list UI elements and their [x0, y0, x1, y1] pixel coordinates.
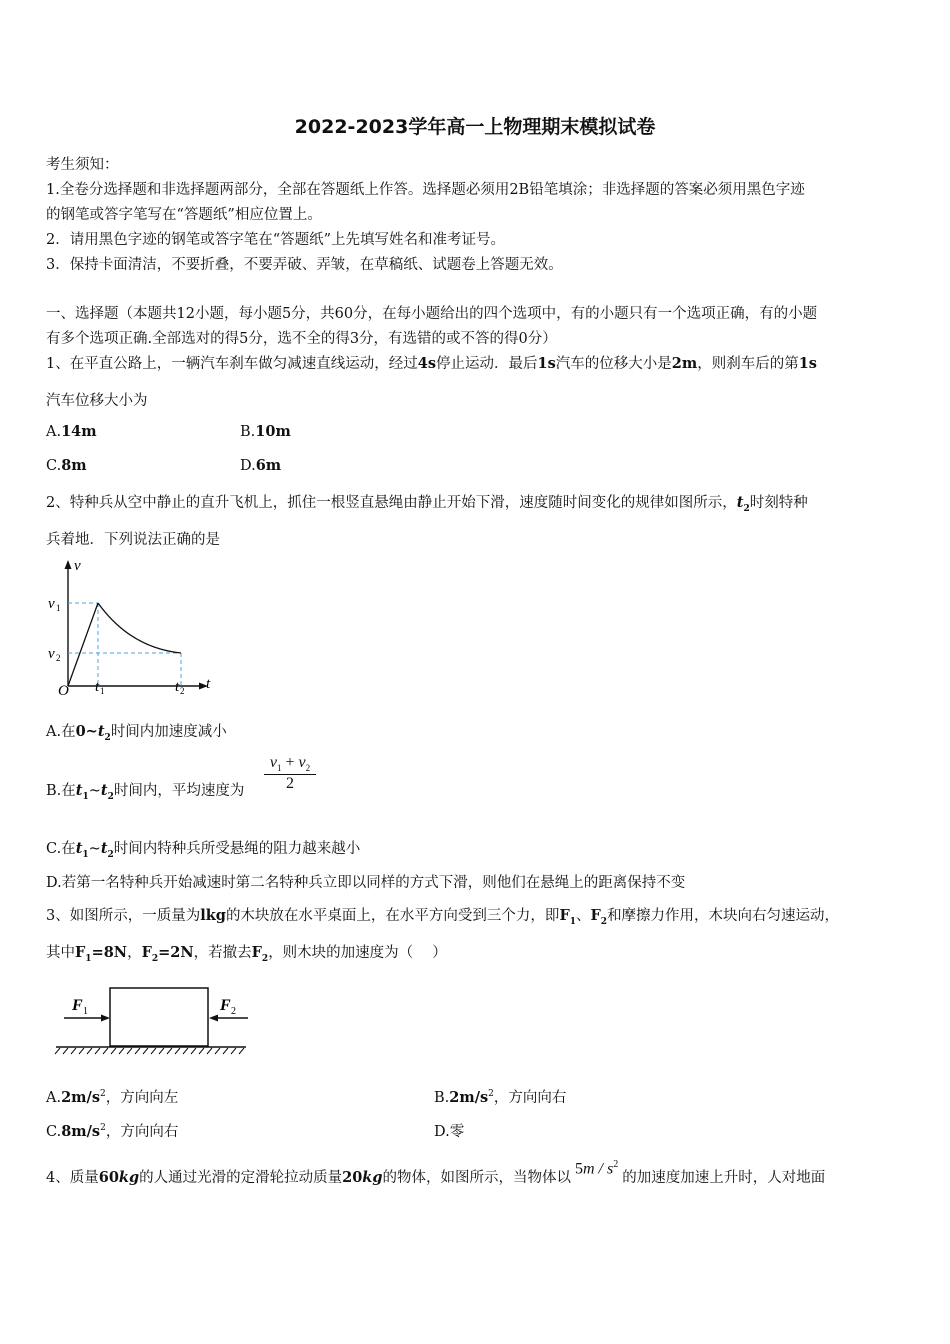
f1-arrowhead	[101, 1015, 110, 1022]
accelerating-segment	[68, 603, 98, 686]
q2-stem-b: 兵着地．下列说法正确的是	[46, 532, 220, 548]
f1-label-sub: 1	[83, 1006, 88, 1017]
page-title: 2022-2023学年高一上物理期末模拟试卷	[294, 116, 656, 138]
q1-stem-a: 1、在平直公路上，一辆汽车刹车做匀减速直线运动，经过4s停止运动．最后1s汽车的位移大小是2m，则刹车后的第1s	[46, 355, 817, 372]
fraction-denominator: 2	[286, 775, 294, 793]
v2-label-sub: 2	[56, 653, 61, 663]
notice-item-1b: 的钢笔或答字笔写在“答题纸”相应位置上。	[46, 207, 322, 223]
q2-stem-a: 2、特种兵从空中静止的直升飞机上，抓住一根竖直悬绳由静止开始下滑，速度随时间变化的规律如图所示，$t_2$时刻特种	[46, 494, 808, 514]
q1-option-c: C.8m	[46, 457, 87, 474]
q3-option-d: D.零	[434, 1124, 465, 1140]
q2-option-c: C.在$t_1\sim t_2$时间内特种兵所受悬绳的阻力越来越小	[46, 840, 361, 860]
q2-option-b: B.在$t_1\sim t_2$时间内，平均速度为	[46, 782, 245, 802]
notice-item-1a: 1.全卷分选择题和非选择题两部分，全部在答题纸上作答。选择题必须用2B铅笔填涂；非选择题的答案必须用黑色字迹	[46, 182, 805, 198]
section-1-intro-a: 一、选择题（本题共12小题，每小题5分，共60分，在每小题给出的四个选项中，有的小题只有一个选项正确，有的小题	[46, 306, 818, 322]
q3-option-c: $C.8m/s^2$，方向向右	[46, 1123, 179, 1140]
t1-label: t	[95, 679, 100, 695]
f2-label-sub: 2	[231, 1006, 236, 1017]
notice-header: 考生须知：	[46, 157, 119, 173]
t-axis-label: t	[206, 676, 211, 692]
q1-option-d: D.6m	[240, 457, 282, 474]
notice-item-2: 2．请用黑色字迹的钢笔或答字笔在“答题纸”上先填写姓名和准考证号。	[46, 232, 506, 248]
q1-stem-b: 汽车位移大小为	[46, 393, 148, 409]
velocity-time-graph	[44, 556, 224, 701]
q3-stem-a: 3、如图所示，一质量为lkg的木块放在水平桌面上，在水平方向受到三个力，即$F_1$、$F_2$和摩擦力作用，木块向右匀速运动，	[46, 907, 840, 927]
q3-option-b: $B.2m/s^2$，方向向右	[434, 1089, 567, 1106]
t2-label-sub: 2	[180, 686, 185, 696]
block-forces-figure	[50, 980, 255, 1060]
t2-label: t	[175, 679, 180, 695]
mean-velocity-fraction	[264, 754, 316, 793]
table-hatching	[55, 1048, 244, 1054]
notice-item-3: 3．保持卡面清洁，不要折叠，不要弄破、弄皱，在草稿纸、试题卷上答题无效。	[46, 257, 563, 273]
fraction-numerator: $v_1 + v_2$	[269, 754, 311, 774]
q2-option-a: A.在$0\sim t_2$时间内加速度减小	[46, 723, 227, 743]
v1-label: v	[48, 596, 55, 612]
q1-option-a: A.14m	[46, 423, 97, 440]
f2-arrowhead	[209, 1015, 218, 1022]
q3-option-a: $A.2m/s^2$，方向向左	[46, 1089, 179, 1106]
q3-stem-b: 其中$F_1=8N$，$F_2=2N$，若撤去$F_2$，则木块的加速度为（ ）	[46, 944, 447, 964]
q1-option-b: B.10m	[240, 423, 291, 440]
f2-label: F	[220, 997, 231, 1014]
wooden-block	[110, 988, 208, 1046]
q4-stem: 4、质量60kg的人通过光滑的定滑轮拉动质量20kg的物体，如图所示，当物体以$5m / s^2$的加速度加速上升时，人对地面	[46, 1158, 826, 1186]
t1-label-sub: 1	[100, 686, 105, 696]
decelerating-curve	[98, 603, 181, 653]
f1-label: F	[72, 997, 83, 1014]
v-axis-arrow	[65, 560, 72, 569]
acceleration-value: $5m / s^2$	[574, 1158, 619, 1177]
v1-label-sub: 1	[56, 603, 61, 613]
q2-option-d: D.若第一名特种兵开始减速时第二名特种兵立即以同样的方式下滑，则他们在悬绳上的距离保持不变	[46, 875, 686, 891]
v-axis-label: v	[74, 558, 81, 574]
section-1-intro-b: 有多个选项正确.全部选对的得5分，选不全的得3分，有选错的或不答的得0分）	[46, 331, 557, 347]
v2-label: v	[48, 646, 55, 662]
origin-label: O	[58, 683, 69, 699]
